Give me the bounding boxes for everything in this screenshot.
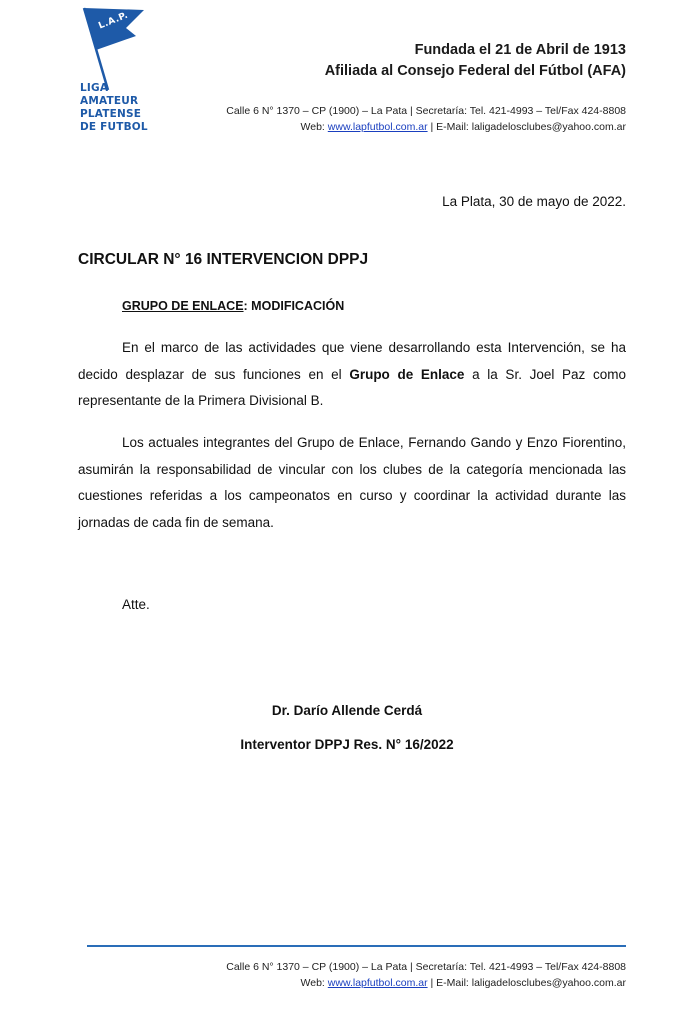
footer-web-link[interactable]: www.lapfutbol.com.ar: [327, 977, 428, 989]
header-address: Calle 6 N° 1370 – CP (1900) – La Pata | Secretaría: Tel. 421-4993 – Tel/Fax 424-8808: [226, 105, 626, 117]
header-web-label: Web:: [300, 121, 325, 133]
footer-web-label: Web:: [300, 977, 325, 989]
footer-email-label: | E-Mail:: [430, 977, 469, 989]
logo-line-1: LIGA: [80, 82, 109, 94]
circular-title: CIRCULAR N° 16 INTERVENCION DPPJ: [78, 251, 369, 268]
paragraph-1-bold: Grupo de Enlace: [349, 366, 465, 382]
signer-name: Dr. Darío Allende Cerdá: [271, 703, 423, 718]
footer-address: Calle 6 N° 1370 – CP (1900) – La Pata | Secretaría: Tel. 421-4993 – Tel/Fax 424-8808: [226, 961, 626, 973]
paragraph-1-text-b: a la Sr. Joel Paz como representante de la Primera Divisional B.: [78, 366, 626, 408]
header-web-link[interactable]: www.lapfutbol.com.ar: [327, 121, 428, 133]
subtitle-rest: : MODIFICACIÓN: [243, 299, 345, 313]
signer-title: Interventor DPPJ Res. N° 16/2022: [240, 737, 454, 752]
footer-divider: [87, 945, 626, 947]
footer-email[interactable]: laligadelosclubes@yahoo.com.ar: [471, 977, 626, 989]
circular-subtitle: [122, 299, 344, 313]
logo-line-2: AMATEUR: [80, 95, 139, 107]
header-email-label: | E-Mail:: [430, 121, 469, 133]
paragraph-1-text-a: En el marco de las actividades que viene desarrollando esta Intervención, se ha decido desplazar de sus funciones en el: [78, 340, 626, 382]
letter-date: La Plata, 30 de mayo de 2022.: [442, 194, 626, 209]
closing: Atte.: [122, 597, 150, 612]
paragraph-1: [78, 335, 626, 415]
logo-flag-text: L.A.P.: [97, 10, 130, 32]
league-logo: [78, 6, 158, 140]
affiliation-line: Afiliada al Consejo Federal del Fútbol (AFA): [324, 63, 626, 79]
logo-line-4: DE FUTBOL: [80, 121, 148, 133]
founded-line: Fundada el 21 de Abril de 1913: [414, 42, 626, 58]
header-email[interactable]: laligadelosclubes@yahoo.com.ar: [471, 121, 626, 133]
subtitle-underlined: GRUPO DE ENLACE: [122, 299, 244, 313]
logo-line-3: PLATENSE: [80, 108, 142, 120]
paragraph-2: Los actuales integrantes del Grupo de Enlace, Fernando Gando y Enzo Fiorentino, asumirán la responsabilidad de vincular con los clubes de la categoría mencionada las cuestiones referidas a los campeonatos en curso y coordinar la actividad durante las jornadas de cada fin de semana.: [78, 435, 626, 530]
footer-contact: [301, 977, 626, 989]
header-contact: [301, 121, 626, 133]
